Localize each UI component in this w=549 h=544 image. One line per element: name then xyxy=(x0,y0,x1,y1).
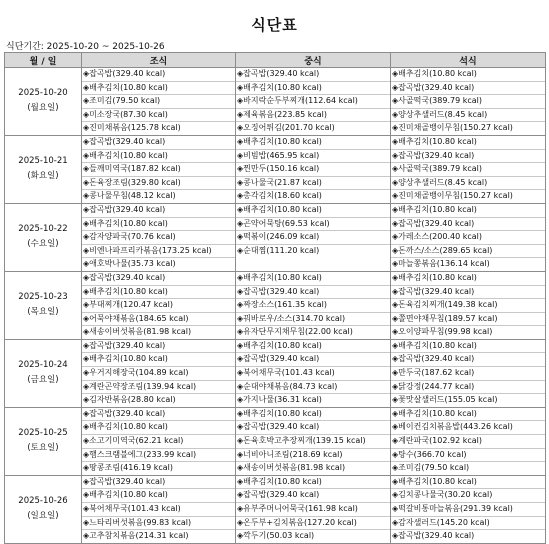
menu-item: ◈감자양파국(70.76 kcal) xyxy=(82,231,235,245)
menu-item: ◈김자반볶음(28.80 kcal) xyxy=(83,395,176,405)
menu-item: ◈느타리버섯볶음(99.83 kcal) xyxy=(82,517,235,531)
day-cell xyxy=(5,475,82,543)
menu-item: ◈부대찌개(120.47 kcal) xyxy=(82,299,235,313)
dinner-cell xyxy=(391,203,546,271)
dinner-cell xyxy=(391,475,546,543)
menu-item: ◈잡곡밥(329.40 kcal) xyxy=(392,531,475,541)
day-row xyxy=(5,203,546,271)
menu-item: ◈사골떡국(389.79 kcal) xyxy=(391,95,545,109)
dinner-cell xyxy=(391,271,546,339)
menu-item: ◈바지락순두부찌개(112.64 kcal) xyxy=(236,95,390,109)
menu-item: ◈진미채골뱅이무침(150.27 kcal) xyxy=(392,191,513,201)
menu-item: ◈양상추샐러드(8.45 kcal) xyxy=(391,177,545,191)
day-row xyxy=(5,339,546,407)
menu-item: ◈배추김치(10.80 kcal) xyxy=(236,136,390,150)
menu-item: ◈베이컨김치볶음밥(443.26 kcal) xyxy=(391,421,545,435)
day-weekday: (월요일) xyxy=(27,103,59,114)
menu-item: ◈배추김치(10.80 kcal) xyxy=(82,421,235,435)
day-weekday: (목요일) xyxy=(27,307,59,318)
menu-item: ◈진미채볶음(125.78 kcal) xyxy=(83,123,181,133)
day-row xyxy=(5,271,546,339)
menu-item: ◈배추김치(10.80 kcal) xyxy=(82,353,235,367)
page-title: 식단표 xyxy=(251,16,298,34)
menu-item: ◈짜장소스(161.35 kcal) xyxy=(236,299,390,313)
menu-item: ◈배추김치(10.80 kcal) xyxy=(391,136,545,150)
menu-item: ◈콩나물무침(48.12 kcal) xyxy=(83,191,176,201)
menu-item: ◈배추김치(10.80 kcal) xyxy=(82,218,235,232)
menu-item: ◈미소장국(87.30 kcal) xyxy=(82,109,235,123)
menu-item: ◈잡곡밥(329.40 kcal) xyxy=(82,136,235,150)
menu-item: ◈김치콩나물국(30.20 kcal) xyxy=(391,489,545,503)
menu-item: ◈잡곡밥(329.40 kcal) xyxy=(391,286,545,300)
menu-item: ◈잡곡밥(329.40 kcal) xyxy=(391,150,545,164)
header-breakfast: 조식 xyxy=(82,53,236,68)
menu-item: ◈배추김치(10.80 kcal) xyxy=(82,82,235,96)
menu-item: ◈탕수(366.70 kcal) xyxy=(391,449,545,463)
day-date: 2025-10-21 xyxy=(18,156,68,167)
menu-item: ◈조미김(79.50 kcal) xyxy=(392,463,470,473)
lunch-cell xyxy=(236,407,391,475)
menu-item: ◈새송이버섯볶음(81.98 kcal) xyxy=(237,463,346,473)
breakfast-cell xyxy=(82,407,236,475)
day-cell xyxy=(5,203,82,271)
menu-item: ◈햄스크램블에그(233.99 kcal) xyxy=(82,449,235,463)
menu-item: ◈돈육김치찌개(149.38 kcal) xyxy=(391,299,545,313)
lunch-cell xyxy=(236,135,391,203)
day-date: 2025-10-20 xyxy=(18,88,68,99)
menu-item: ◈제육볶음(223.85 kcal) xyxy=(236,109,390,123)
lunch-cell xyxy=(236,203,391,271)
menu-item: ◈어묵야채볶음(184.65 kcal) xyxy=(82,313,235,327)
menu-item: ◈배추김치(10.80 kcal) xyxy=(391,476,545,490)
menu-item: ◈잡곡밥(329.40 kcal) xyxy=(236,489,390,503)
breakfast-cell xyxy=(82,68,236,136)
menu-item: ◈감자샐러드(145.20 kcal) xyxy=(391,517,545,531)
menu-item: ◈배추김치(10.80 kcal) xyxy=(391,408,545,422)
breakfast-cell xyxy=(82,475,236,543)
menu-item: ◈깍두기(50.03 kcal) xyxy=(237,531,315,541)
menu-item: ◈배추김치(10.80 kcal) xyxy=(236,408,390,422)
menu-item: ◈너비아니조림(218.69 kcal) xyxy=(236,449,390,463)
menu-item: ◈비엔나파프리카볶음(173.25 kcal) xyxy=(82,245,235,259)
menu-item: ◈배추김치(10.80 kcal) xyxy=(391,68,545,82)
day-row xyxy=(5,68,546,136)
menu-item: ◈배추김치(10.80 kcal) xyxy=(236,340,390,354)
menu-item: ◈곤약어묵탕(69.53 kcal) xyxy=(236,218,390,232)
day-date: 2025-10-26 xyxy=(18,496,68,507)
breakfast-cell xyxy=(82,271,236,339)
menu-item: ◈사골떡국(389.79 kcal) xyxy=(391,163,545,177)
day-cell xyxy=(5,339,82,407)
menu-item: ◈땅콩조림(416.19 kcal) xyxy=(83,463,173,473)
menu-item: ◈떡볶이(246.09 kcal) xyxy=(236,231,390,245)
lunch-cell xyxy=(236,475,391,543)
menu-item: ◈유부주머니어묵국(161.98 kcal) xyxy=(236,503,390,517)
menu-item: ◈잡곡밥(329.40 kcal) xyxy=(236,68,390,82)
breakfast-cell xyxy=(82,203,236,271)
dinner-cell xyxy=(391,407,546,475)
menu-item: ◈배추김치(10.80 kcal) xyxy=(236,82,390,96)
menu-item: ◈배추김치(10.80 kcal) xyxy=(82,489,235,503)
day-weekday: (토요일) xyxy=(27,443,59,454)
header-lunch: 중식 xyxy=(236,53,391,68)
menu-item: ◈순대찜(111.20 kcal) xyxy=(237,245,320,255)
menu-item: ◈계란파국(102.92 kcal) xyxy=(391,435,545,449)
menu-item: ◈오징어튀김(201.70 kcal) xyxy=(237,123,335,133)
dinner-cell xyxy=(391,135,546,203)
dinner-cell xyxy=(391,68,546,136)
menu-body xyxy=(5,68,546,544)
menu-item: ◈가지나물(36.31 kcal) xyxy=(237,395,322,405)
menu-item: ◈잡곡밥(329.40 kcal) xyxy=(82,272,235,286)
lunch-cell xyxy=(236,68,391,136)
menu-item: ◈소고기미역국(62.21 kcal) xyxy=(82,435,235,449)
menu-item: ◈총각김치(18.60 kcal) xyxy=(237,191,322,201)
menu-item: ◈진미채골뱅이무침(150.27 kcal) xyxy=(392,123,513,133)
menu-item: ◈배추김치(10.80 kcal) xyxy=(391,340,545,354)
menu-item: ◈배추김치(10.80 kcal) xyxy=(236,272,390,286)
menu-item: ◈배추김치(10.80 kcal) xyxy=(82,150,235,164)
menu-item: ◈우거지해장국(104.89 kcal) xyxy=(82,367,235,381)
dinner-cell xyxy=(391,339,546,407)
menu-item: ◈꿔바로우/소스(314.70 kcal) xyxy=(236,313,390,327)
day-cell xyxy=(5,68,82,136)
menu-table xyxy=(4,52,546,544)
menu-item: ◈북어채무국(101.43 kcal) xyxy=(236,367,390,381)
menu-item: ◈잡곡밥(329.40 kcal) xyxy=(236,286,390,300)
day-cell xyxy=(5,407,82,475)
menu-item: ◈만두국(187.62 kcal) xyxy=(391,367,545,381)
day-weekday: (수요일) xyxy=(27,239,59,250)
day-cell xyxy=(5,135,82,203)
menu-item: ◈돈육호박고추장찌개(139.15 kcal) xyxy=(236,435,390,449)
menu-item: ◈잡곡밥(329.40 kcal) xyxy=(391,82,545,96)
day-weekday: (금요일) xyxy=(27,375,59,386)
menu-item: ◈가레소스(200.40 kcal) xyxy=(391,231,545,245)
menu-item: ◈잡곡밥(329.40 kcal) xyxy=(391,218,545,232)
menu-item: ◈양상추샐러드(8.45 kcal) xyxy=(391,109,545,123)
day-date: 2025-10-24 xyxy=(18,360,68,371)
menu-item: ◈돈까스/소스(289.65 kcal) xyxy=(391,245,545,259)
menu-item: ◈잡곡밥(329.40 kcal) xyxy=(82,68,235,82)
day-weekday: (일요일) xyxy=(27,511,59,522)
menu-item: ◈애호박나물(35.73 kcal) xyxy=(83,259,176,269)
menu-item: ◈쫄면야채무침(189.57 kcal) xyxy=(391,313,545,327)
menu-item: ◈떡갈비통마늘볶음(291.39 kcal) xyxy=(391,503,545,517)
day-date: 2025-10-25 xyxy=(18,428,68,439)
day-row xyxy=(5,475,546,543)
menu-item: ◈돈육장조림(329.80 kcal) xyxy=(82,177,235,191)
breakfast-cell xyxy=(82,135,236,203)
menu-item: ◈배추김치(10.80 kcal) xyxy=(236,204,390,218)
menu-period: 식단기간: 2025-10-20 ~ 2025-10-26 xyxy=(6,42,165,52)
menu-item: ◈잡곡밥(329.40 kcal) xyxy=(82,204,235,218)
menu-item: ◈마늘쫑볶음(136.14 kcal) xyxy=(392,259,490,269)
menu-item: ◈배추김치(10.80 kcal) xyxy=(236,476,390,490)
menu-item: ◈잡곡밥(329.40 kcal) xyxy=(236,421,390,435)
menu-item: ◈새송이버섯볶음(81.98 kcal) xyxy=(83,327,192,337)
menu-item: ◈북어채무국(101.43 kcal) xyxy=(82,503,235,517)
menu-item: ◈배추김치(10.80 kcal) xyxy=(391,204,545,218)
menu-item: ◈잡곡밥(329.40 kcal) xyxy=(82,408,235,422)
header-dinner: 석식 xyxy=(391,53,546,68)
menu-item: ◈유자단무지채무침(22.00 kcal) xyxy=(237,327,353,337)
menu-item: ◈잡곡밥(329.40 kcal) xyxy=(236,353,390,367)
menu-item: ◈잡곡밥(329.40 kcal) xyxy=(391,353,545,367)
day-row xyxy=(5,135,546,203)
menu-item: ◈콩나물국(21.87 kcal) xyxy=(236,177,390,191)
menu-item: ◈잡곡밥(329.40 kcal) xyxy=(82,476,235,490)
menu-item: ◈배추김치(10.80 kcal) xyxy=(82,286,235,300)
header-day: 월 / 일 xyxy=(5,53,82,68)
menu-item: ◈조미김(79.50 kcal) xyxy=(82,95,235,109)
menu-item: ◈비빔밥(465.95 kcal) xyxy=(236,150,390,164)
menu-item: ◈꽃맛살샐러드(155.05 kcal) xyxy=(392,395,498,405)
menu-item: ◈배추김치(10.80 kcal) xyxy=(391,272,545,286)
menu-item: ◈순대야채볶음(84.73 kcal) xyxy=(236,381,390,395)
day-weekday: (화요일) xyxy=(27,171,59,182)
header-row xyxy=(5,53,546,68)
breakfast-cell xyxy=(82,339,236,407)
day-date: 2025-10-23 xyxy=(18,292,68,303)
lunch-cell xyxy=(236,339,391,407)
menu-item: ◈들깨미역국(187.82 kcal) xyxy=(82,163,235,177)
day-cell xyxy=(5,271,82,339)
day-date: 2025-10-22 xyxy=(18,224,68,235)
lunch-cell xyxy=(236,271,391,339)
menu-item: ◈오이양파무침(99.98 kcal) xyxy=(392,327,493,337)
menu-item: ◈닭강정(244.77 kcal) xyxy=(391,381,545,395)
menu-item: ◈고추참치볶음(214.31 kcal) xyxy=(83,531,189,541)
day-row xyxy=(5,407,546,475)
menu-item: ◈잡곡밥(329.40 kcal) xyxy=(82,340,235,354)
menu-item: ◈찐만두(150.16 kcal) xyxy=(236,163,390,177)
menu-item: ◈온두부+김치볶음(127.20 kcal) xyxy=(236,517,390,531)
menu-item: ◈계란곤약장조림(139.94 kcal) xyxy=(82,381,235,395)
